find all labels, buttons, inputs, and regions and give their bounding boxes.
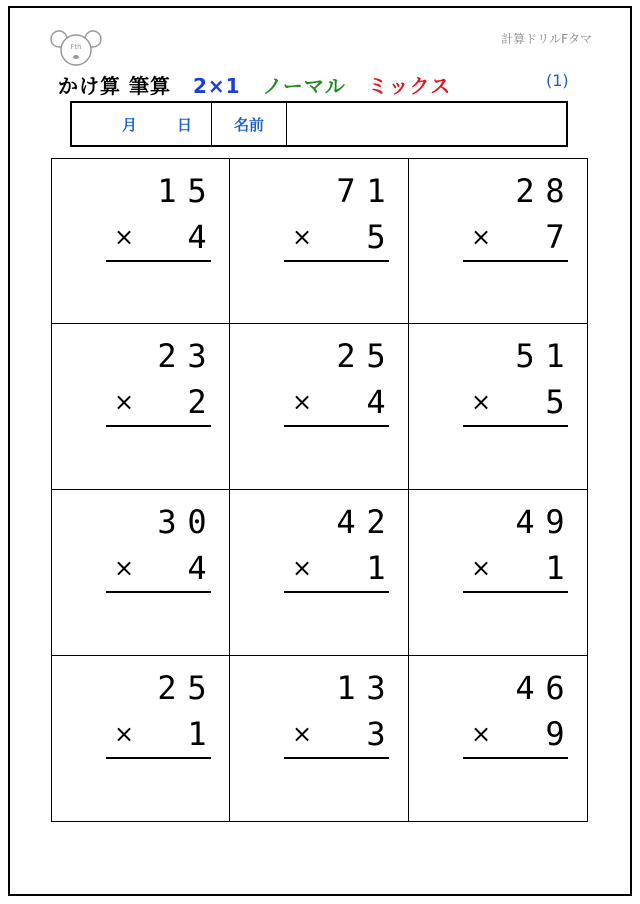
- digit-column: [322, 159, 392, 323]
- times-sign: ×: [471, 554, 492, 582]
- title-part-1: かけ算 筆算: [58, 74, 171, 98]
- name-label: 名前: [212, 103, 287, 145]
- multiplicand-tens: 4: [336, 503, 356, 541]
- multiplier: 3: [366, 715, 386, 753]
- problem-cell[interactable]: [52, 656, 230, 821]
- multiplicand-ones: 2: [366, 503, 386, 541]
- multiplier: 2: [187, 383, 207, 421]
- times-sign: ×: [471, 223, 492, 251]
- problem-cell[interactable]: [409, 159, 587, 324]
- answer-line: [463, 591, 568, 593]
- multiplicand-ones: 5: [366, 337, 386, 375]
- times-sign: ×: [114, 388, 135, 416]
- multiplicand-ones: 0: [187, 503, 207, 541]
- worksheet-title: [58, 70, 465, 99]
- answer-line: [463, 757, 568, 759]
- times-sign: ×: [114, 223, 135, 251]
- multiplicand-ones: 5: [187, 172, 207, 210]
- problem-cell[interactable]: [230, 159, 409, 324]
- multiplicand-tens: 1: [157, 172, 177, 210]
- name-field[interactable]: [287, 103, 566, 145]
- digit-column: [143, 324, 213, 489]
- answer-line: [106, 260, 211, 262]
- multiplier: 4: [187, 549, 207, 587]
- title-part-4: ミックス: [367, 74, 452, 98]
- times-sign: ×: [292, 223, 313, 251]
- day-label: 日: [177, 115, 193, 134]
- multiplier: 5: [545, 383, 565, 421]
- problem-cell[interactable]: [230, 324, 409, 490]
- multiplicand-ones: 3: [187, 337, 207, 375]
- problem-cell[interactable]: [230, 656, 409, 821]
- multiplicand-tens: 2: [336, 337, 356, 375]
- digit-column: [322, 656, 392, 821]
- problem-cell[interactable]: [409, 324, 587, 490]
- times-sign: ×: [471, 388, 492, 416]
- answer-line: [284, 425, 389, 427]
- multiplier: 4: [187, 218, 207, 256]
- answer-line: [284, 260, 389, 262]
- problem-grid: [51, 158, 588, 822]
- multiplicand-ones: 1: [545, 337, 565, 375]
- problem-cell[interactable]: [52, 324, 230, 490]
- multiplicand-ones: 8: [545, 172, 565, 210]
- multiplier: 1: [366, 549, 386, 587]
- multiplicand-tens: 2: [157, 669, 177, 707]
- month-label: 月: [122, 115, 138, 134]
- times-sign: ×: [114, 720, 135, 748]
- name-date-bar: [70, 101, 568, 147]
- digit-column: [501, 324, 571, 489]
- title-part-3: ノーマル: [262, 74, 346, 98]
- multiplicand-tens: 2: [515, 172, 535, 210]
- digit-column: [143, 656, 213, 821]
- answer-line: [106, 591, 211, 593]
- multiplier: 1: [545, 549, 565, 587]
- multiplicand-tens: 3: [157, 503, 177, 541]
- times-sign: ×: [114, 554, 135, 582]
- multiplicand-ones: 5: [187, 669, 207, 707]
- digit-column: [322, 490, 392, 655]
- digit-column: [501, 159, 571, 323]
- problem-cell[interactable]: [52, 490, 230, 656]
- title-part-2: 2×1: [192, 74, 241, 98]
- times-sign: ×: [471, 720, 492, 748]
- multiplicand-ones: 9: [545, 503, 565, 541]
- problem-cell[interactable]: [230, 490, 409, 656]
- multiplicand-ones: 3: [366, 669, 386, 707]
- multiplier: 9: [545, 715, 565, 753]
- mouse-logo-icon: [50, 28, 102, 68]
- multiplicand-tens: 7: [336, 172, 356, 210]
- digit-column: [322, 324, 392, 489]
- multiplicand-ones: 1: [366, 172, 386, 210]
- multiplicand-tens: 4: [515, 503, 535, 541]
- answer-line: [463, 425, 568, 427]
- sheet-number: (1): [546, 71, 569, 90]
- times-sign: ×: [292, 554, 313, 582]
- digit-column: [501, 656, 571, 821]
- multiplier: 4: [366, 383, 386, 421]
- digit-column: [143, 159, 213, 323]
- logo-text: Fth: [70, 43, 82, 51]
- answer-line: [106, 757, 211, 759]
- date-field[interactable]: [72, 103, 212, 145]
- answer-line: [106, 425, 211, 427]
- problem-cell[interactable]: [52, 159, 230, 324]
- answer-line: [463, 260, 568, 262]
- times-sign: ×: [292, 388, 313, 416]
- problem-cell[interactable]: [409, 656, 587, 821]
- multiplier: 7: [545, 218, 565, 256]
- multiplicand-tens: 2: [157, 337, 177, 375]
- brand-label: 計算ドリルFタマ: [501, 32, 592, 46]
- problem-cell[interactable]: [409, 490, 587, 656]
- multiplier: 1: [187, 715, 207, 753]
- digit-column: [143, 490, 213, 655]
- answer-line: [284, 757, 389, 759]
- digit-column: [501, 490, 571, 655]
- multiplicand-tens: 1: [336, 669, 356, 707]
- times-sign: ×: [292, 720, 313, 748]
- multiplicand-tens: 5: [515, 337, 535, 375]
- answer-line: [284, 591, 389, 593]
- multiplier: 5: [366, 218, 386, 256]
- multiplicand-ones: 6: [545, 669, 565, 707]
- multiplicand-tens: 4: [515, 669, 535, 707]
